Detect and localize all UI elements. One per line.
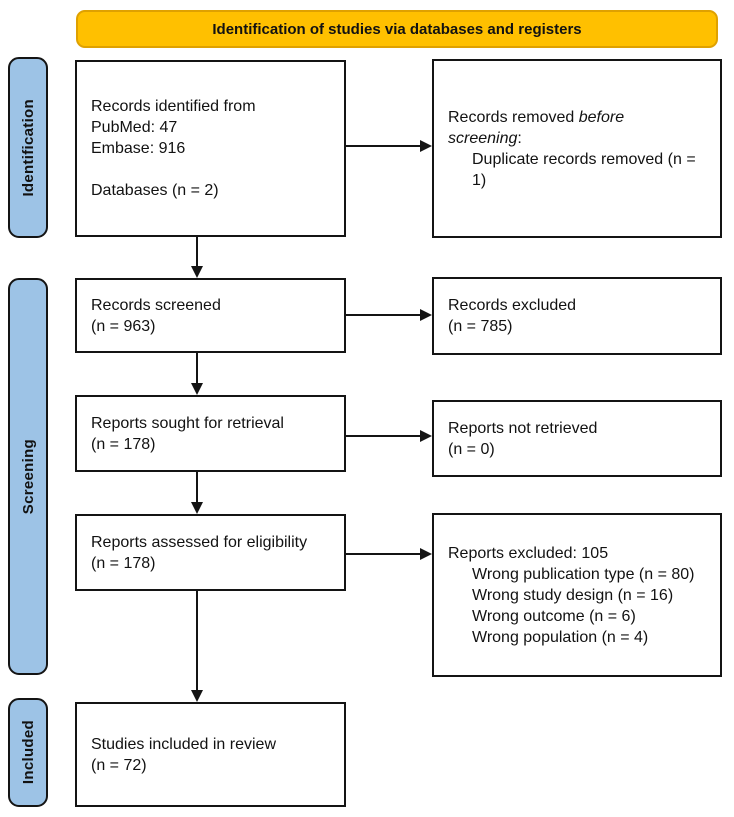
arrow-identified-to-removed [346,139,432,153]
arrow-down-icon [190,353,204,395]
top-banner-label: Identification of studies via databases and registers [212,20,582,38]
box-text-line: Databases (n = 2) [91,182,219,199]
arrowhead [191,383,203,395]
arrowhead [420,140,432,152]
box-text-line: Wrong study design (n = 16) [472,586,674,604]
box-text-line: 1) [472,171,487,189]
arrow-down-icon [190,591,204,702]
arrow-assessed-to-reports-excluded [346,547,432,561]
box-text-line: PubMed: 47 [91,119,178,136]
box-text-line: Embase: 916 [91,140,186,157]
arrow-screened-to-sought [190,353,204,395]
arrowhead [420,309,432,321]
arrowhead [191,266,203,278]
box-text-line: (n = 963) [91,317,156,335]
box-text-line: Duplicate records removed (n = [472,150,696,168]
box-records-screened [75,278,346,353]
box-text-line: Wrong publication type (n = 80) [472,565,695,583]
box-text-line: Wrong outcome (n = 6) [472,607,636,625]
arrow-assessed-to-included [190,591,204,702]
arrowhead [420,430,432,442]
arrowhead [420,548,432,560]
box-text-line: Records excluded [448,297,577,314]
box-text-line: Records identified from [91,98,256,115]
box-reports-sought [75,395,346,472]
arrow-sought-to-assessed [190,472,204,514]
arrowhead [191,502,203,514]
top-banner [76,10,718,48]
box-reports-excluded-reasons [432,513,722,677]
arrow-down-icon [190,237,204,278]
stage-screening [8,278,48,675]
box-text-line: Reports excluded: 105 [448,544,609,562]
arrow-down-icon [190,472,204,514]
box-text-line: Reports sought for retrieval [91,414,284,432]
box-reports-assessed [75,514,346,591]
arrow-screened-to-excluded [346,308,432,322]
arrowhead [191,690,203,702]
box-text-line: Studies included in review [91,735,276,753]
arrow-right-icon [346,308,432,322]
box-records-identified [75,60,346,237]
stage-identification [8,57,48,238]
stage-included-label: Included [19,720,37,785]
box-records-removed-before-screening [432,59,722,238]
arrow-sought-to-not-retrieved [346,429,432,443]
box-text-line: Records screened [91,296,221,314]
box-text-line: Reports not retrieved [448,419,598,437]
box-text-line: (n = 785) [448,318,513,335]
box-text-line: Wrong population (n = 4) [472,628,649,646]
arrow-identified-to-screened [190,237,204,278]
arrow-right-icon [346,139,432,153]
arrow-right-icon [346,429,432,443]
box-text-line: Reports assessed for eligibility [91,533,308,551]
box-studies-included [75,702,346,807]
box-text-line [91,159,336,180]
box-text-line: (n = 178) [91,435,156,453]
box-text-line: (n = 72) [91,756,147,774]
stage-screening-label: Screening [19,438,37,515]
box-text-line: (n = 178) [91,554,156,572]
box-records-excluded [432,277,722,355]
stage-included [8,698,48,807]
arrow-right-icon [346,547,432,561]
box-text-line: Records removed before [448,108,625,126]
box-reports-not-retrieved [432,400,722,477]
stage-identification-label: Identification [19,98,37,197]
box-text-line: (n = 0) [448,440,495,458]
box-text-line: screening: [448,129,522,147]
